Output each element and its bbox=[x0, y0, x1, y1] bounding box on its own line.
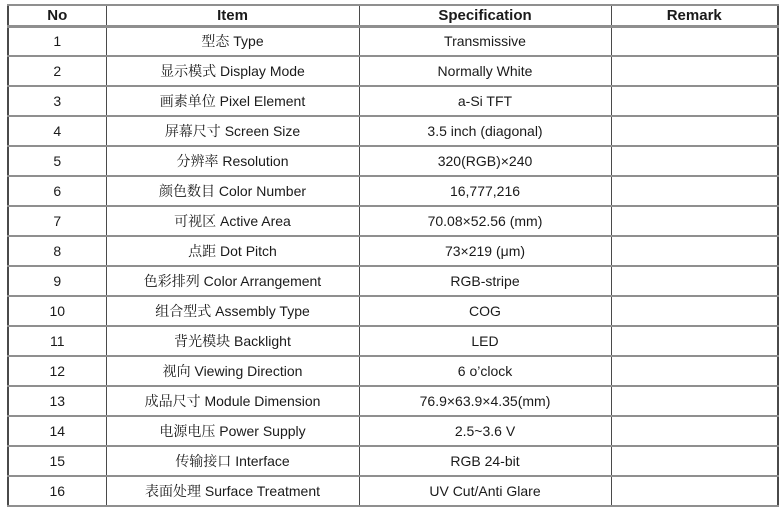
row-spec-cell: 3.5 inch (diagonal) bbox=[359, 116, 611, 146]
table-row bbox=[8, 236, 778, 266]
row-spec-cell: 70.08×52.56 (mm) bbox=[359, 206, 611, 236]
row-spec-cell: a-Si TFT bbox=[359, 86, 611, 116]
row-item-cell: 色彩排列 Color Arrangement bbox=[106, 266, 359, 296]
row-remark-cell bbox=[611, 326, 778, 356]
row-item-cell: 可视区 Active Area bbox=[106, 206, 359, 236]
table-body bbox=[8, 26, 778, 506]
row-no-cell: 8 bbox=[8, 236, 106, 266]
specification-table bbox=[7, 4, 779, 507]
row-no-cell: 4 bbox=[8, 116, 106, 146]
row-remark-cell bbox=[611, 296, 778, 326]
row-remark-cell bbox=[611, 266, 778, 296]
table-row bbox=[8, 146, 778, 176]
row-spec-cell: Transmissive bbox=[359, 26, 611, 56]
table-row bbox=[8, 356, 778, 386]
table-row bbox=[8, 476, 778, 506]
table-row bbox=[8, 386, 778, 416]
row-item-cell: 画素单位 Pixel Element bbox=[106, 86, 359, 116]
row-remark-cell bbox=[611, 476, 778, 506]
table-row bbox=[8, 116, 778, 146]
row-spec-cell: Normally White bbox=[359, 56, 611, 86]
row-remark-cell bbox=[611, 86, 778, 116]
row-spec-cell: LED bbox=[359, 326, 611, 356]
row-remark-cell bbox=[611, 386, 778, 416]
row-item-cell: 组合型式 Assembly Type bbox=[106, 296, 359, 326]
header-row bbox=[8, 5, 778, 26]
row-no-cell: 11 bbox=[8, 326, 106, 356]
row-no-cell: 2 bbox=[8, 56, 106, 86]
row-item-cell: 颜色数目 Color Number bbox=[106, 176, 359, 206]
row-no-cell: 5 bbox=[8, 146, 106, 176]
row-item-cell: 成品尺寸 Module Dimension bbox=[106, 386, 359, 416]
row-no-cell: 12 bbox=[8, 356, 106, 386]
header-remark: Remark bbox=[611, 5, 778, 26]
row-item-cell: 视向 Viewing Direction bbox=[106, 356, 359, 386]
row-spec-cell: RGB-stripe bbox=[359, 266, 611, 296]
table-row bbox=[8, 56, 778, 86]
row-item-cell: 显示模式 Display Mode bbox=[106, 56, 359, 86]
row-spec-cell: 16,777,216 bbox=[359, 176, 611, 206]
row-item-cell: 传输接口 Interface bbox=[106, 446, 359, 476]
row-spec-cell: 320(RGB)×240 bbox=[359, 146, 611, 176]
row-no-cell: 9 bbox=[8, 266, 106, 296]
row-no-cell: 14 bbox=[8, 416, 106, 446]
row-item-cell: 屏幕尺寸 Screen Size bbox=[106, 116, 359, 146]
table-row bbox=[8, 86, 778, 116]
row-item-cell: 型态 Type bbox=[106, 26, 359, 56]
table-row bbox=[8, 446, 778, 476]
row-remark-cell bbox=[611, 56, 778, 86]
row-item-cell: 电源电压 Power Supply bbox=[106, 416, 359, 446]
row-spec-cell: UV Cut/Anti Glare bbox=[359, 476, 611, 506]
row-item-cell: 背光模块 Backlight bbox=[106, 326, 359, 356]
table-row bbox=[8, 26, 778, 56]
row-spec-cell: RGB 24-bit bbox=[359, 446, 611, 476]
row-no-cell: 3 bbox=[8, 86, 106, 116]
table-row bbox=[8, 416, 778, 446]
row-remark-cell bbox=[611, 206, 778, 236]
table-row bbox=[8, 296, 778, 326]
row-spec-cell: COG bbox=[359, 296, 611, 326]
row-remark-cell bbox=[611, 146, 778, 176]
row-no-cell: 13 bbox=[8, 386, 106, 416]
row-spec-cell: 73×219 (μm) bbox=[359, 236, 611, 266]
row-remark-cell bbox=[611, 176, 778, 206]
header-item: Item bbox=[106, 5, 359, 26]
row-remark-cell bbox=[611, 416, 778, 446]
row-remark-cell bbox=[611, 116, 778, 146]
table-row bbox=[8, 206, 778, 236]
row-spec-cell: 2.5~3.6 V bbox=[359, 416, 611, 446]
row-no-cell: 16 bbox=[8, 476, 106, 506]
row-no-cell: 10 bbox=[8, 296, 106, 326]
row-no-cell: 1 bbox=[8, 26, 106, 56]
header-spec: Specification bbox=[359, 5, 611, 26]
row-remark-cell bbox=[611, 236, 778, 266]
row-item-cell: 表面处理 Surface Treatment bbox=[106, 476, 359, 506]
table-row bbox=[8, 176, 778, 206]
row-remark-cell bbox=[611, 446, 778, 476]
row-remark-cell bbox=[611, 356, 778, 386]
table-row bbox=[8, 326, 778, 356]
table-header bbox=[8, 5, 778, 26]
row-spec-cell: 76.9×63.9×4.35(mm) bbox=[359, 386, 611, 416]
row-no-cell: 6 bbox=[8, 176, 106, 206]
header-no: No bbox=[8, 5, 106, 26]
row-remark-cell bbox=[611, 26, 778, 56]
row-spec-cell: 6 o’clock bbox=[359, 356, 611, 386]
row-no-cell: 15 bbox=[8, 446, 106, 476]
row-item-cell: 分辨率 Resolution bbox=[106, 146, 359, 176]
table-row bbox=[8, 266, 778, 296]
row-item-cell: 点距 Dot Pitch bbox=[106, 236, 359, 266]
row-no-cell: 7 bbox=[8, 206, 106, 236]
